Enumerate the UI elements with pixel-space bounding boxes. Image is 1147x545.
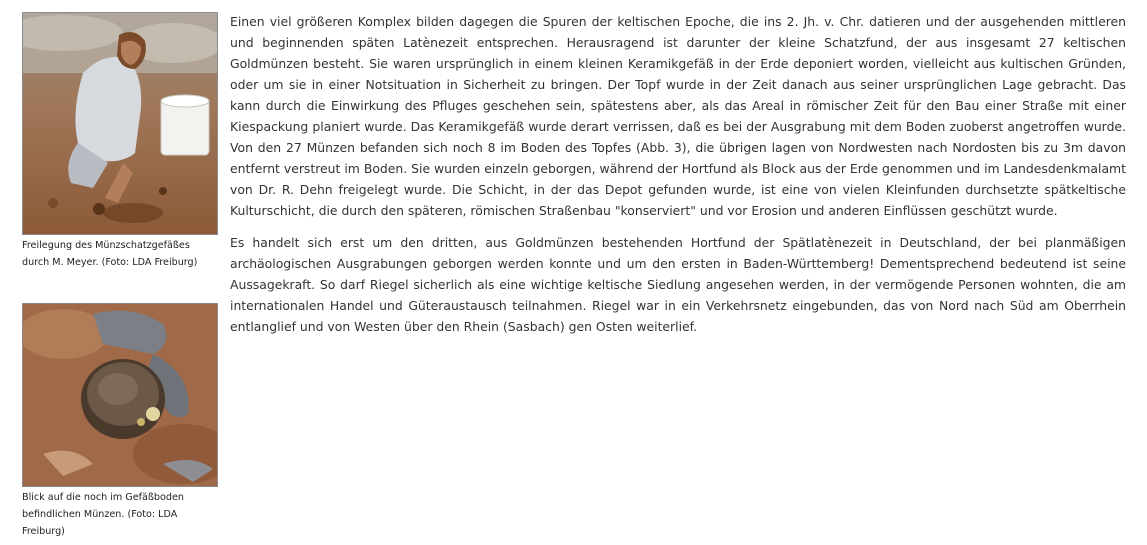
article-body: [230, 11, 1126, 348]
excavation-photo-caption: Freilegung des Münzschatzgefäßes durch M. Meyer. (Foto: LDA Freiburg): [22, 240, 198, 268]
article-paragraph: Es handelt sich erst um den dritten, aus Goldmünzen bestehenden Hortfund der Spätlatènezeit in Deutschland, der bei planmäßigen archäologischen Ausgrabungen geborgen werden konnte und um den ersten in Baden-Württemberg! Dementsprechend bedeutend ist seine Aussagekraft. So darf Riegel sicherlich als eine wichtige keltische Siedlung angesehen werden, in der vermögende Personen wohnten, die am internationalen Handel und Güteraustausch teilnahmen. Riegel war in ein Verkehrsnetz eingebunden, das von Nord nach Süd am Oberrhein entlanglief und von Westen über den Rhein (Sasbach) gen Osten weiterlief.: [230, 235, 1126, 334]
coin-hoard-photo: [22, 303, 218, 487]
article-paragraph: Einen viel größeren Komplex bilden dagegen die Spuren der keltischen Epoche, die ins 2. Jh. v. Chr. datieren und der ausgehenden mittleren und beginnenden späten Latènezeit entsprechen. Herausragend ist darunter der kleine Schatzfund, der aus insgesamt 27 keltischen Goldmünzen besteht. Sie waren ursprünglich in einem kleinen Keramikgefäß in der Erde deponiert worden, vielleicht aus kultischen Gründen, oder um sie in einer Notsituation in Sicherheit zu bringen. Der Topf wurde in der Zeit danach aus seiner ursprünglichen Lage gebracht. Das kann durch die Einwirkung des Pfluges geschehen sein, spätestens aber, als das Areal in römischer Zeit für den Bau einer Straße mit einer Kiespackung planiert wurde. Das Keramikgefäß wurde derart verrissen, daß es bei der Ausgrabung mit dem Boden zuoberst angetroffen wurde. Von den 27 Münzen befanden sich noch 8 im Boden des Topfes (Abb. 3), die übrigen lagen von Nordwesten nach Nordosten bis zu 3m davon entfernt verstreut im Boden. Sie wurden einzeln geborgen, während der Hortfund als Block aus der Erde genommen und im Landesdenkmalamt von Dr. R. Dehn freigelegt wurde. Die Schicht, in der das Depot gefunden wurde, ist eine von vielen Kleinfunden durchsetzte spätkeltische Kulturschicht, die durch den späteren, römischen Straßenbau "konserviert" und vor Erosion und anderen Einflüssen geschützt wurde.: [230, 14, 1126, 218]
excavation-photo: [22, 12, 218, 235]
coin-hoard-photo-caption: Blick auf die noch im Gefäßboden befindlichen Münzen. (Foto: LDA Freiburg): [22, 492, 184, 537]
image-sidebar: [22, 12, 218, 540]
